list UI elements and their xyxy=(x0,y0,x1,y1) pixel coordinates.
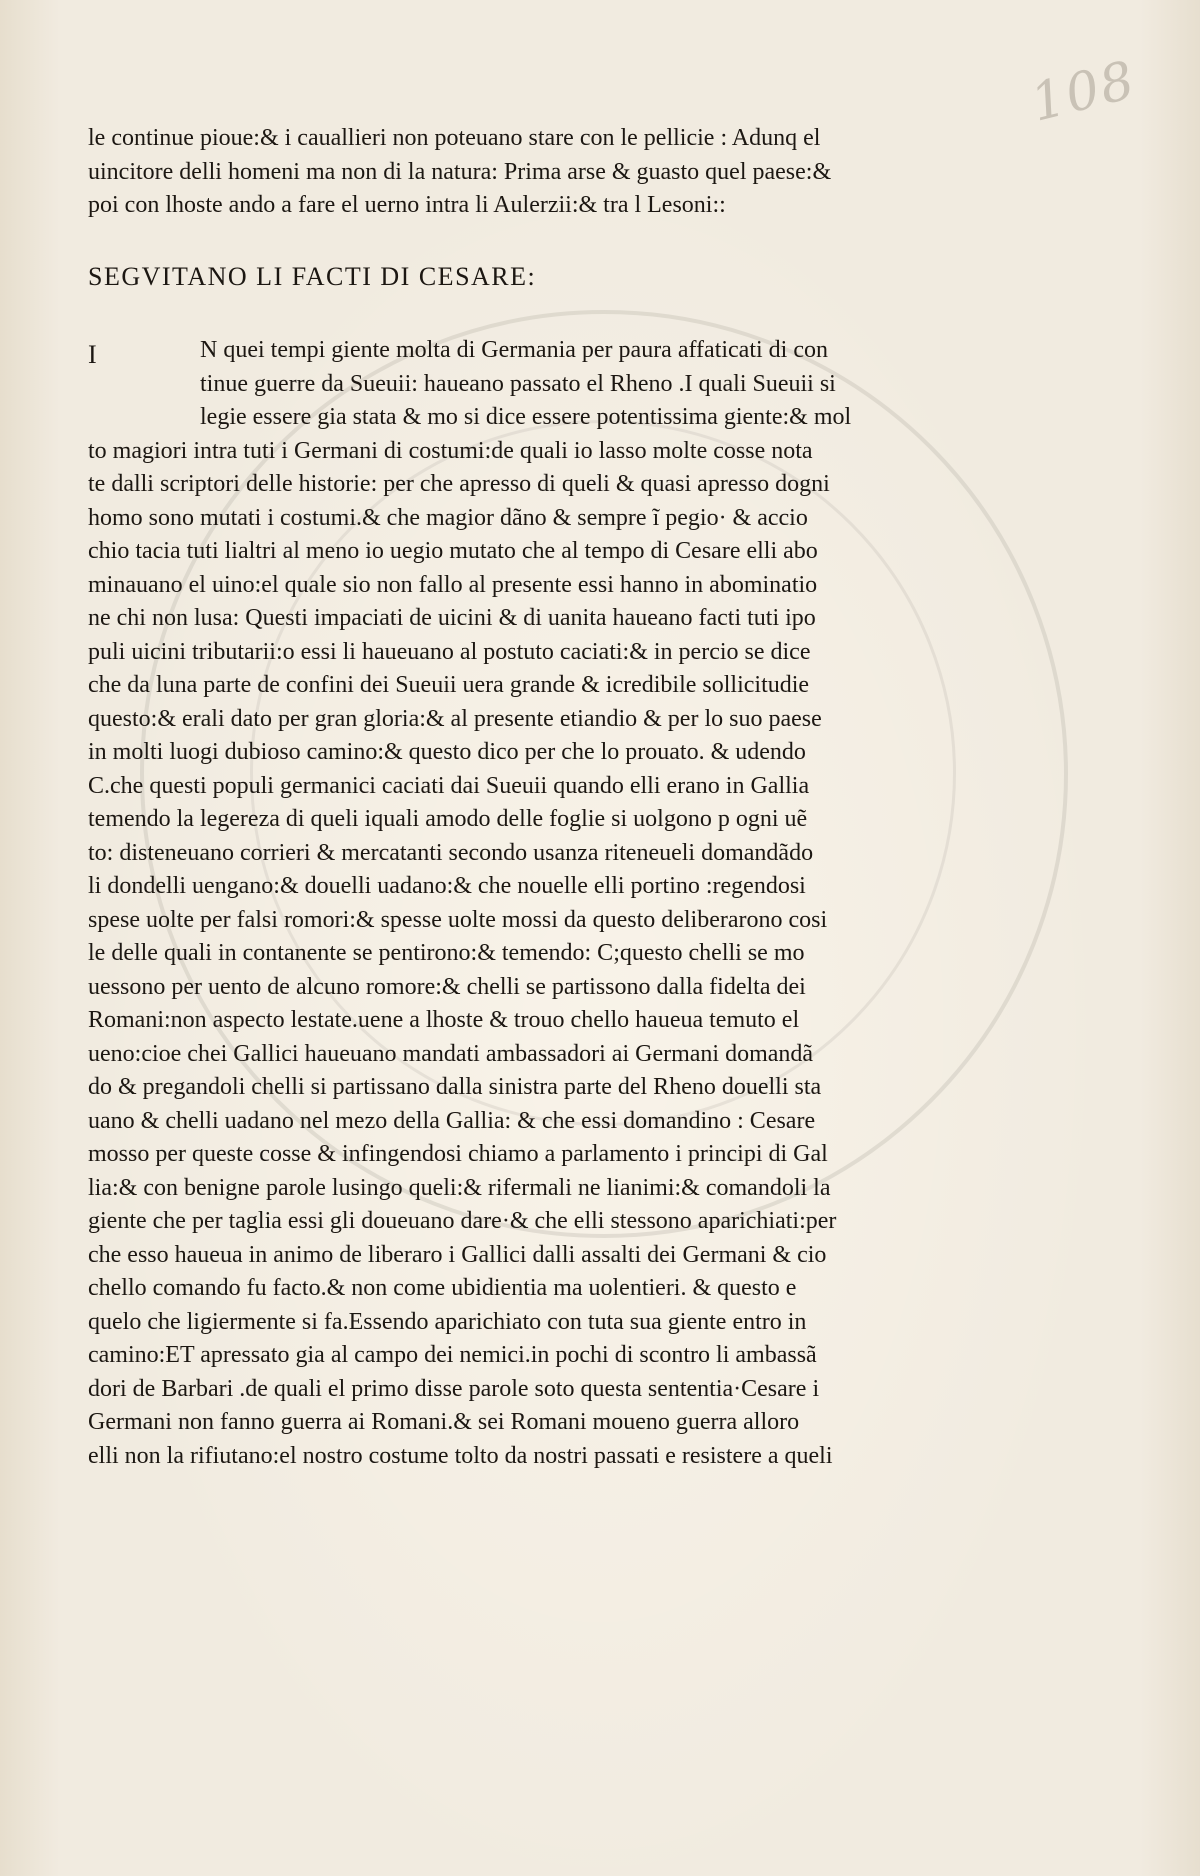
text-line: giente che per taglia essi gli doueuano dare·& che elli stessono aparichiati:per xyxy=(88,1208,837,1234)
text-line: ne chi non lusa: Questi impaciati de uicini & di uanita haueano facti tuti ipo xyxy=(88,605,816,631)
text-line: camino:ET apressato gia al campo dei nemici.in pochi di scontro li ambassã xyxy=(88,1342,817,1368)
text-line: le continue pioue:& i cauallieri non poteuano stare con le pellicie : Adunq el xyxy=(88,125,821,151)
text-line: puli uicini tributarii:o essi li haueuano al postuto caciati:& in percio se dice xyxy=(88,638,811,665)
text-line: legie essere gia stata & mo si dice essere potentissima giente:& mol xyxy=(200,404,852,430)
text-line: ueno:cioe chei Gallici haueuano mandati ambassadori ai Germani domandã xyxy=(88,1040,814,1067)
text-line: chio tacia tuti lialtri al meno io uegio mutato che al tempo di Cesare elli abo xyxy=(88,538,818,564)
text-line: in molti luogi dubioso camino:& questo dico per che lo prouato. & udendo xyxy=(88,739,806,765)
body-paragraph xyxy=(88,334,968,1473)
text-line: che esso haueua in animo de liberaro i Gallici dalli assalti dei Germani & cio xyxy=(88,1241,827,1268)
folio-number: 108 xyxy=(1025,50,1142,134)
text-line: lia:& con benigne parole lusingo queli:& rifermali ne lianimi:& comandoli la xyxy=(88,1174,831,1201)
text-line: chello comando fu facto.& non come ubidientia ma uolentieri. & questo e xyxy=(88,1275,797,1301)
text-line: Romani:non aspecto lestate.uene a lhoste & trouo chello haueua temuto el xyxy=(88,1007,800,1033)
text-line: tinue guerre da Sueuii: haueano passato el Rheno .I quali Sueuii si xyxy=(200,370,836,397)
text-line: che da luna parte de confini dei Sueuii uera grande & icredibile sollicitudie xyxy=(88,672,810,698)
text-line: Germani non fanno guerra ai Romani.& sei Romani moueno guerra alloro xyxy=(88,1409,800,1435)
text-line: uessono per uento de alcuno romore:& chelli se partissono dalla fidelta dei xyxy=(88,973,806,1000)
text-line: to: disteneuano corrieri & mercatanti secondo usanza riteneueli domandãdo xyxy=(88,839,814,866)
text-line: to magiori intra tuti i Germani di costumi:de quali io lasso molte cosse nota xyxy=(88,437,813,464)
text-line: minauano el uino:el quale sio non fallo al presente essi hanno in abominatio xyxy=(88,571,818,598)
text-line: le delle quali in contanente se pentirono:& temendo: C;questo chelli se mo xyxy=(88,940,805,966)
text-line: temendo la legereza di queli iquali amodo delle foglie si uolgono p ogni uẽ xyxy=(88,806,808,832)
text-line: C.che questi populi germanici caciati dai Sueuii quando elli erano in Gallia xyxy=(88,772,810,799)
section-heading: SEGVITANO LI FACTI DI CESARE: xyxy=(88,262,537,291)
text-line: uincitore delli homeni ma non di la natura: Prima arse & guasto quel paese:& xyxy=(88,158,832,185)
text-line: questo:& erali dato per gran gloria:& al presente etiandio & per lo suo paese xyxy=(88,705,822,732)
text-line: spese uolte per falsi romori:& spesse uolte mossi da questo deliberarono cosi xyxy=(88,906,828,933)
text-line: li dondelli uengano:& douelli uadano:& che nouelle elli portino :regendosi xyxy=(88,873,806,899)
text-line: dori de Barbari .de quali el primo disse parole soto questa sententia·Cesare i xyxy=(88,1375,820,1402)
text-line: quelo che ligiermente si fa.Essendo aparichiato con tuta sua giente entro in xyxy=(88,1308,807,1335)
top-paragraph xyxy=(88,122,968,223)
text-line: mosso per queste cosse & infingendosi chiamo a parlamento i principi di Gal xyxy=(88,1141,828,1167)
text-line: poi con lhoste ando a fare el uerno intra li Aulerzii:& tra l Lesoni:: xyxy=(88,192,726,218)
text-line: uano & chelli uadano nel mezo della Gallia: & che essi domandino : Cesare xyxy=(88,1107,816,1134)
text-line: te dalli scriptori delle historie: per che apresso di queli & quasi apresso dogni xyxy=(88,471,830,497)
text-line: do & pregandoli chelli si partissano dalla sinistra parte del Rheno douelli sta xyxy=(88,1074,822,1100)
text-line: N quei tempi giente molta di Germania per paura affaticati di con xyxy=(200,337,828,363)
text-line: elli non la rifiutano:el nostro costume tolto da nostri passati e resistere a queli xyxy=(88,1442,833,1469)
text-line: homo sono mutati i costumi.& che magior dãno & sempre ĩ pegio· & accio xyxy=(88,504,808,531)
initial-letter: I xyxy=(88,340,97,369)
